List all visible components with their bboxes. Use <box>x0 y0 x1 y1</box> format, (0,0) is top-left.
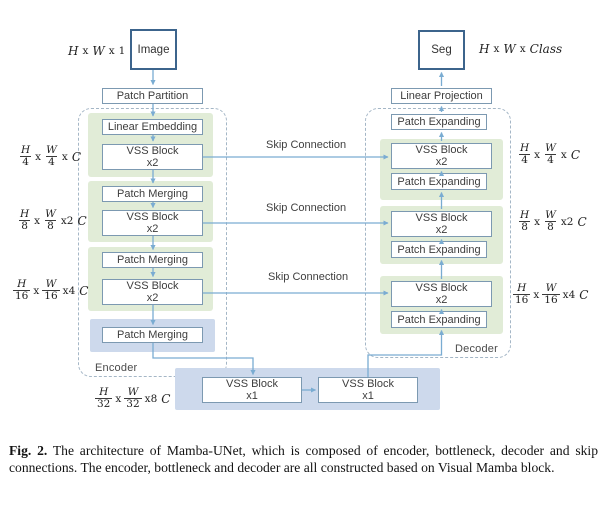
decoder-vss-block-1 <box>391 143 492 169</box>
vss-mult-label: x2 <box>435 224 448 236</box>
vss-block-label: VSS Block <box>415 282 468 294</box>
image-dims-label: H x W x 1 <box>68 44 126 58</box>
image-box-label: Image <box>137 43 170 56</box>
vss-block-label: VSS Block <box>342 378 394 390</box>
patch-partition-box <box>102 88 203 104</box>
encoder-dims-3: $\frac{H}{16}$ x $\frac{W}{16}$ x4 C <box>15 278 89 303</box>
vss-block-label: VSS Block <box>415 212 468 224</box>
linear-projection-box <box>391 88 492 104</box>
seg-box-label: Seg <box>431 44 452 56</box>
skip-connection-label-1: Skip Connection <box>266 139 347 151</box>
linear-embedding-label: Linear Embedding <box>107 121 198 133</box>
linear-embedding-box <box>102 119 203 135</box>
vss-block-label: VSS Block <box>126 145 179 157</box>
bottleneck-vss-block-2 <box>318 377 418 403</box>
vss-block-label: VSS Block <box>226 378 278 390</box>
vss-block-label: VSS Block <box>126 211 179 223</box>
encoder-vss-block-2 <box>102 210 203 236</box>
decoder-dims-1: $\frac{H}{4}$ x $\frac{W}{4}$ x C <box>520 142 580 167</box>
patch-expanding-label: Patch Expanding <box>397 175 481 188</box>
image-box <box>130 29 177 70</box>
bottleneck-dims: $\frac{H}{32}$ x $\frac{W}{32}$ x8 C <box>97 386 171 411</box>
encoder-region-label: Encoder <box>95 362 138 374</box>
vss-mult-label: x2 <box>146 292 159 304</box>
patch-merging-box-3 <box>102 327 203 343</box>
linear-projection-label: Linear Projection <box>400 90 483 102</box>
patch-merging-box-1 <box>102 186 203 202</box>
vss-mult-label: x1 <box>362 390 374 402</box>
skip-connection-label-2: Skip Connection <box>266 202 347 214</box>
decoder-region-label: Decoder <box>455 343 498 355</box>
patch-expanding-label: Patch Expanding <box>397 313 481 326</box>
vss-mult-label: x2 <box>146 157 159 169</box>
patch-expanding-box-3 <box>391 311 487 328</box>
seg-dims-label: H x W x Class <box>479 42 563 56</box>
vss-mult-label: x1 <box>246 390 258 402</box>
decoder-vss-block-2 <box>391 211 492 237</box>
figure-caption <box>9 442 598 476</box>
decoder-vss-block-3 <box>391 281 492 307</box>
seg-box <box>418 30 465 70</box>
decoder-dims-3: $\frac{H}{16}$ x $\frac{W}{16}$ x4 C <box>515 282 589 307</box>
caption-tag: Fig. 2. <box>9 443 48 458</box>
vss-block-label: VSS Block <box>415 144 468 156</box>
patch-expanding-label: Patch Expanding <box>397 243 481 256</box>
caption-text: The architecture of Mamba-UNet, which is composed of encoder, bottleneck, decoder and skip connections. The encoder, bottleneck and decoder are all constructed based on Visual Mamba block. <box>9 443 598 475</box>
vss-block-label: VSS Block <box>126 280 179 292</box>
patch-expanding-label: Patch Expanding <box>397 116 481 128</box>
vss-mult-label: x2 <box>435 294 448 306</box>
skip-connection-label-3: Skip Connection <box>268 271 349 283</box>
bottleneck-vss-block-1 <box>202 377 302 403</box>
patch-expanding-box-1 <box>391 173 487 190</box>
patch-merging-box-2 <box>102 252 203 268</box>
patch-merging-label: Patch Merging <box>117 329 188 341</box>
patch-expanding-box-2 <box>391 241 487 258</box>
encoder-dims-2: $\frac{H}{8}$ x $\frac{W}{8}$ x2 C <box>20 208 87 233</box>
decoder-dims-2: $\frac{H}{8}$ x $\frac{W}{8}$ x2 C <box>520 209 587 234</box>
patch-expanding-box-0 <box>391 114 487 130</box>
vss-mult-label: x2 <box>146 223 159 235</box>
patch-merging-label: Patch Merging <box>117 254 188 266</box>
encoder-vss-block-3 <box>102 279 203 305</box>
encoder-vss-block-1 <box>102 144 203 170</box>
patch-merging-label: Patch Merging <box>117 188 188 200</box>
encoder-dims-1: $\frac{H}{4}$ x $\frac{W}{4}$ x C <box>21 144 81 169</box>
vss-mult-label: x2 <box>435 156 448 168</box>
patch-partition-label: Patch Partition <box>116 90 189 102</box>
